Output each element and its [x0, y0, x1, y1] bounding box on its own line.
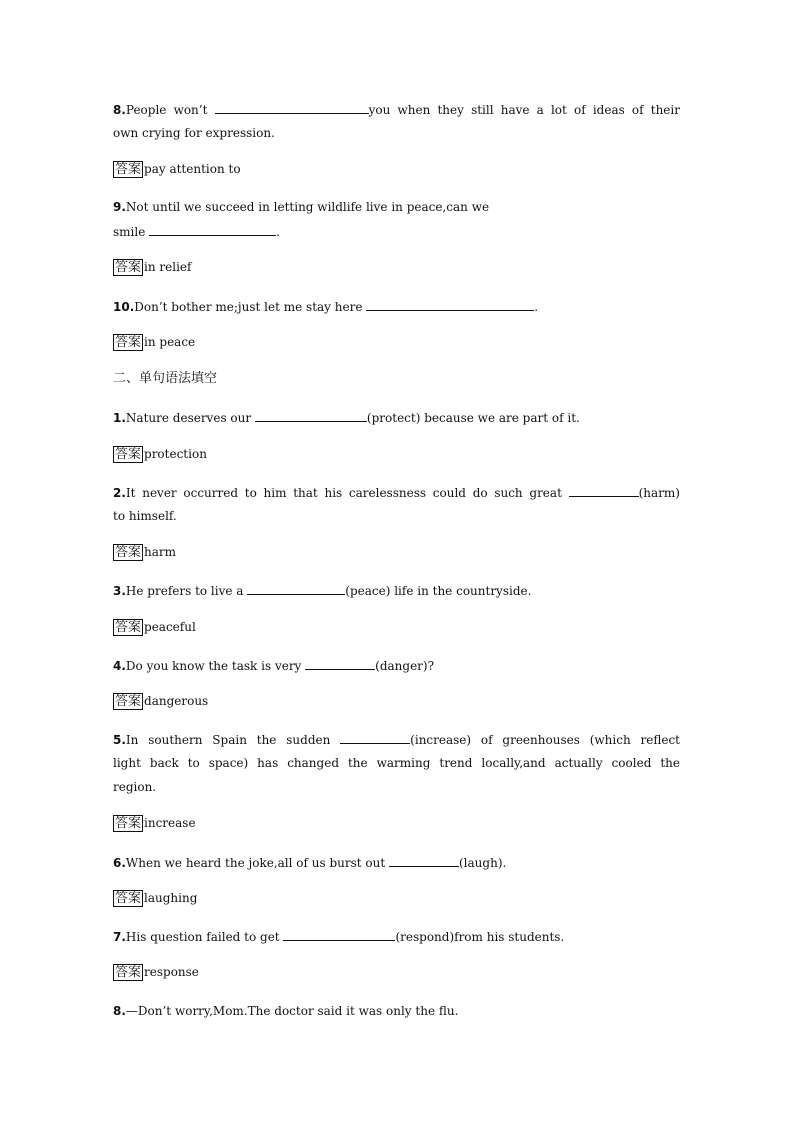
question-number: 5.: [113, 733, 126, 747]
answer-text: increase: [144, 816, 196, 830]
question-10-line: 10.Don’t bother me;just let me stay here .: [113, 300, 539, 314]
answer-tag: 答案: [115, 335, 142, 350]
grammar-question-1: 1.Nature deserves our (protect) because we are part of it.: [113, 411, 580, 425]
answer-text: protection: [144, 447, 207, 461]
answer-text: in peace: [144, 335, 196, 349]
answer-blank: [247, 582, 345, 595]
answer-tag: 答案: [115, 694, 142, 709]
grammar-question-3: 3.He prefers to live a (peace) life in the countryside.: [113, 584, 532, 598]
answer-blank: [305, 657, 375, 670]
answer-line: [113, 544, 680, 561]
answer-line: [113, 161, 680, 178]
grammar-question-2-line-2: to himself.: [113, 509, 177, 523]
section-heading: 二、单句语法填空: [113, 371, 218, 386]
question-number: 9.: [113, 200, 126, 214]
grammar-question-5-line-1: 5.In southern Spain the sudden (increase) of greenhouses (which reflect: [113, 733, 680, 747]
answer-tag: 答案: [115, 816, 142, 831]
answer-text: in relief: [144, 260, 192, 274]
answer-text: laughing: [144, 891, 198, 905]
answer-tag: 答案: [115, 965, 142, 980]
answer-tag: 答案: [115, 162, 142, 177]
answer-blank: [255, 409, 367, 422]
question-number: 7.: [113, 930, 126, 944]
question-number: 4.: [113, 659, 126, 673]
answer-line: [113, 815, 680, 832]
answer-blank: [149, 223, 276, 236]
question-number: 1.: [113, 411, 126, 425]
question-number: 8.: [113, 103, 126, 117]
answer-text: dangerous: [144, 694, 209, 708]
answer-line: [113, 446, 680, 463]
question-9-line-1: 9.Not until we succeed in letting wildlife live in peace,can we: [113, 200, 490, 214]
answer-text: harm: [144, 545, 177, 559]
answer-blank: [283, 928, 395, 941]
answer-text: peaceful: [144, 620, 196, 634]
answer-line: [113, 334, 680, 351]
answer-line: [113, 259, 680, 276]
grammar-question-7: 7.His question failed to get (respond)from his students.: [113, 930, 565, 944]
answer-blank: [569, 484, 639, 497]
grammar-question-4: 4.Do you know the task is very (danger)?: [113, 659, 435, 673]
answer-blank: [366, 298, 534, 311]
answer-tag: 答案: [115, 545, 142, 560]
answer-line: [113, 890, 680, 907]
answer-text: response: [144, 965, 199, 979]
answer-blank: [340, 731, 410, 744]
question-8-line-1: 8.People won’t you when they still have a lot of ideas of their: [113, 103, 680, 117]
grammar-question-2-line-1: 2.It never occurred to him that his carelessness could do such great (harm): [113, 486, 680, 500]
grammar-question-5-line-3: region.: [113, 780, 157, 794]
answer-line: [113, 964, 680, 981]
question-number: 3.: [113, 584, 126, 598]
grammar-question-8: 8.—Don’t worry,Mom.The doctor said it was only the flu.: [113, 1004, 459, 1018]
answer-line: [113, 619, 680, 636]
question-8-line-2: own crying for expression.: [113, 126, 275, 140]
grammar-question-5-line-2: light back to space) has changed the warming trend locally,and actually cooled the: [113, 756, 680, 770]
answer-blank: [389, 854, 459, 867]
question-number: 10.: [113, 300, 135, 314]
question-number: 8.: [113, 1004, 126, 1018]
answer-tag: 答案: [115, 620, 142, 635]
answer-blank: [215, 101, 369, 114]
answer-line: [113, 693, 680, 710]
answer-tag: 答案: [115, 891, 142, 906]
answer-tag: 答案: [115, 447, 142, 462]
answer-tag: 答案: [115, 260, 142, 275]
question-number: 6.: [113, 856, 126, 870]
grammar-question-6: 6.When we heard the joke,all of us burst out (laugh).: [113, 856, 507, 870]
question-number: 2.: [113, 486, 126, 500]
question-9-line-2: smile .: [113, 225, 280, 239]
answer-text: pay attention to: [144, 162, 241, 176]
